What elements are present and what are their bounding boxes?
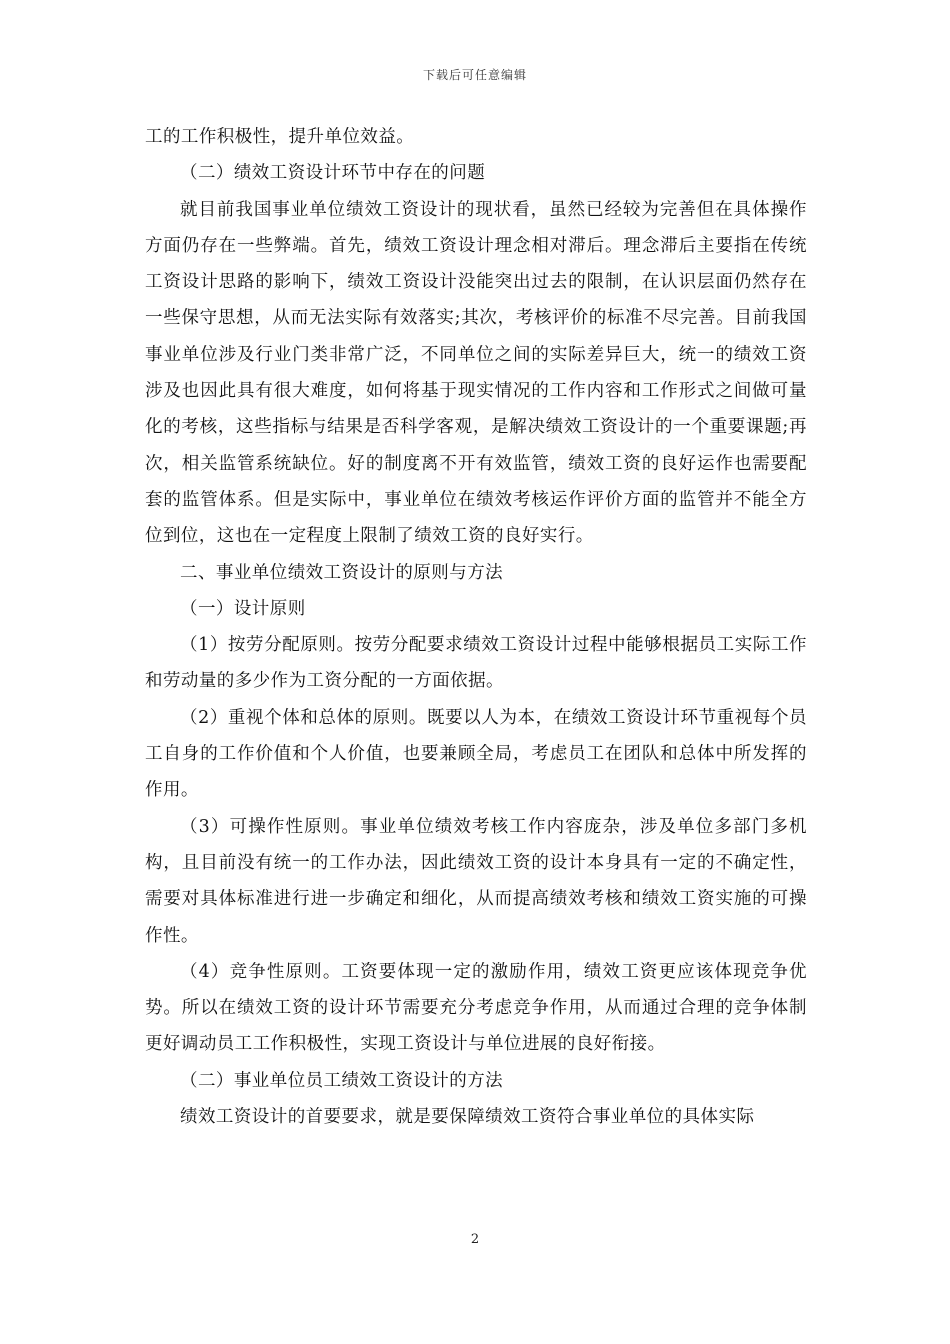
subsection-heading-principles: （一）设计原则 [180, 598, 306, 619]
document-body [145, 119, 807, 1135]
paragraph-principle-2: （2）重视个体和总体的原则。既要以人为本，在绩效工资设计环节重视每个员工自身的工作价值和个人价值，也要兼顾全局，考虑员工在团队和总体中所发挥的作用。 [145, 707, 807, 801]
paragraph-principle-4: （4）竞争性原则。工资要体现一定的激励作用，绩效工资更应该体现竞争优势。所以在绩效工资的设计环节需要充分考虑竞争作用，从而通过合理的竞争体制更好调动员工工作积极性，实现工资设计与单位进展的良好衔接。 [145, 961, 807, 1055]
paragraph-problems: 就目前我国事业单位绩效工资设计的现状看，虽然已经较为完善但在具体操作方面仍存在一些弊端。首先，绩效工资设计理念相对滞后。理念滞后主要指在传统工资设计思路的影响下，绩效工资设计没能突出过去的限制，在认识层面仍然存在一些保守思想，从而无法实际有效落实;其次，考核评价的标准不尽完善。目前我国事业单位涉及行业门类非常广泛，不同单位之间的实际差异巨大，统一的绩效工资涉及也因此具有很大难度，如何将基于现实情况的工作内容和工作形式之间做可量化的考核，这些指标与结果是否科学客观，是解决绩效工资设计的一个重要课题;再次，相关监管系统缺位。好的制度离不开有效监管，绩效工资的良好运作也需要配套的监管体系。但是实际中，事业单位在绩效考核运作评价方面的监管并不能全方位到位，这也在一定程度上限制了绩效工资的良好实行。 [145, 199, 807, 547]
paragraph-principle-3: （3）可操作性原则。事业单位绩效考核工作内容庞杂，涉及单位多部门多机构，且目前没有统一的工作办法，因此绩效工资的设计本身具有一定的不确定性，需要对具体标准进行进一步确定和细化，从而提高绩效考核和绩效工资实施的可操作性。 [145, 816, 807, 946]
section-heading-problems: （二）绩效工资设计环节中存在的问题 [180, 163, 486, 184]
subsection-heading-methods: （二）事业单位员工绩效工资设计的方法 [180, 1070, 504, 1091]
page-header-note: 下载后可任意编辑 [422, 68, 527, 82]
paragraph-continuation: 工的工作积极性，提升单位效益。 [145, 127, 415, 147]
page-number: 2 [470, 1232, 480, 1247]
paragraph-principle-1: （1）按劳分配原则。按劳分配要求绩效工资设计过程中能够根据员工实际工作和劳动量的多少作为工资分配的一方面依据。 [145, 635, 807, 692]
paragraph-methods: 绩效工资设计的首要要求，就是要保障绩效工资符合事业单位的具体实际 [180, 1107, 755, 1128]
section-heading-principles-methods: 二、事业单位绩效工资设计的原则与方法 [180, 562, 504, 583]
